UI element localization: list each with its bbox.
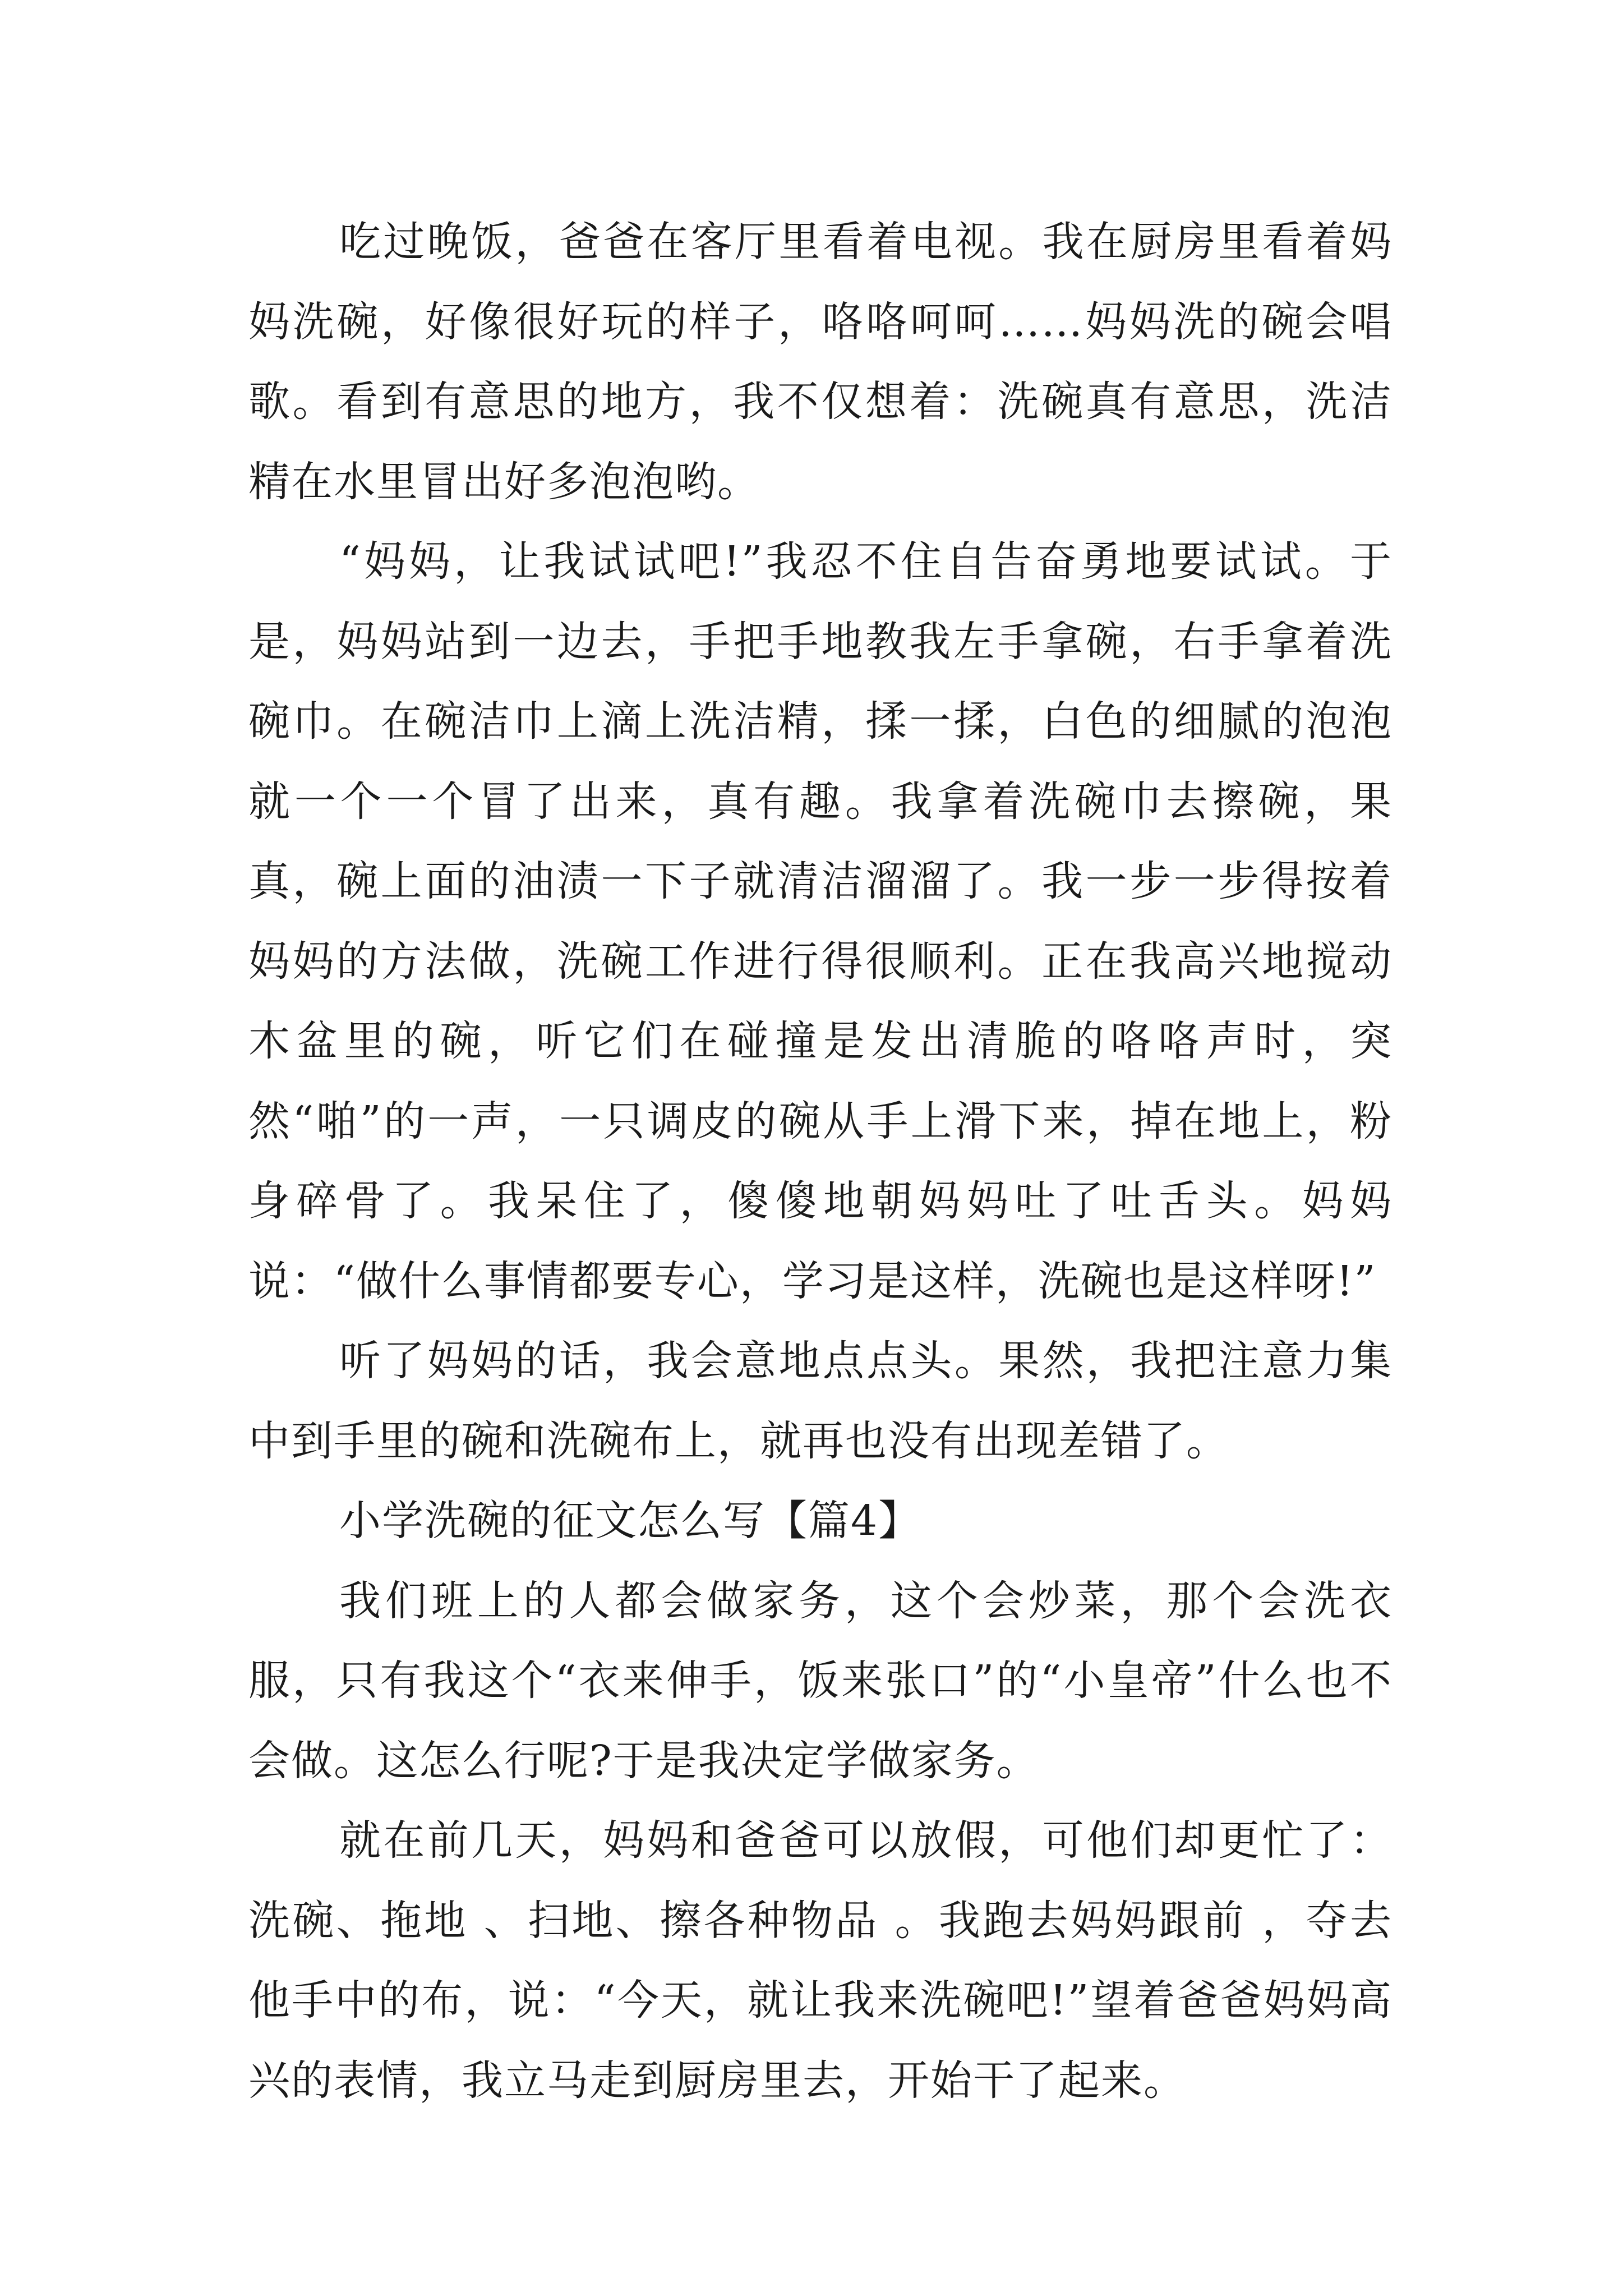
paragraph: “妈妈，让我试试吧!”我忍不住自告奋勇地要试试。于是，妈妈站到一边去，手把手地教我左手拿碗，右手拿着洗碗巾。在碗洁巾上滴上洗洁精，揉一揉，白色的细腻的泡泡就一个一个冒了出来，真有趣。我拿着洗碗巾去擦碗，果真，碗上面的油渍一下子就清洁溜溜了。我一步一步得按着妈妈的方法做，洗碗工作进行得很顺利。正在我高兴地搅动木盆里的碗，听它们在碰撞是发出清脆的咯咯声时，突然“啪”的一声，一只调皮的碗从手上滑下来，掉在地上，粉身碎骨了。我呆住了，傻傻地朝妈妈吐了吐舌头。妈妈说：“做什么事情都要专心，学习是这样，洗碗也是这样呀!” xyxy=(248,537,1393,1305)
section-heading: 小学洗碗的征文怎么写【篇4】 xyxy=(339,1497,921,1545)
paragraph: 就在前几天，妈妈和爸爸可以放假，可他们却更忙了：洗碗、拖地 、扫地、擦各种物品 。我跑去妈妈跟前 ，夺去他手中的布，说：“今天，就让我来洗碗吧!”望着爸爸妈妈高兴的表情，我立马走到厨房里去，开始干了起来。 xyxy=(248,1816,1393,2105)
paragraph: 听了妈妈的话，我会意地点点头。果然，我把注意力集中到手里的碗和洗碗布上，就再也没有出现差错了。 xyxy=(248,1337,1393,1465)
document-body xyxy=(248,202,1393,2120)
paragraph: 我们班上的人都会做家务，这个会炒菜，那个会洗衣服，只有我这个“衣来伸手，饭来张口”的“小皇帝”什么也不会做。这怎么行呢?于是我决定学做家务。 xyxy=(248,1576,1393,1785)
paragraph: 吃过晚饭，爸爸在客厅里看着电视。我在厨房里看着妈妈洗碗，好像很好玩的样子，咯咯呵呵……妈妈洗的碗会唱歌。看到有意思的地方，我不仅想着：洗碗真有意思，洗洁精在水里冒出好多泡泡哟。 xyxy=(248,218,1393,506)
